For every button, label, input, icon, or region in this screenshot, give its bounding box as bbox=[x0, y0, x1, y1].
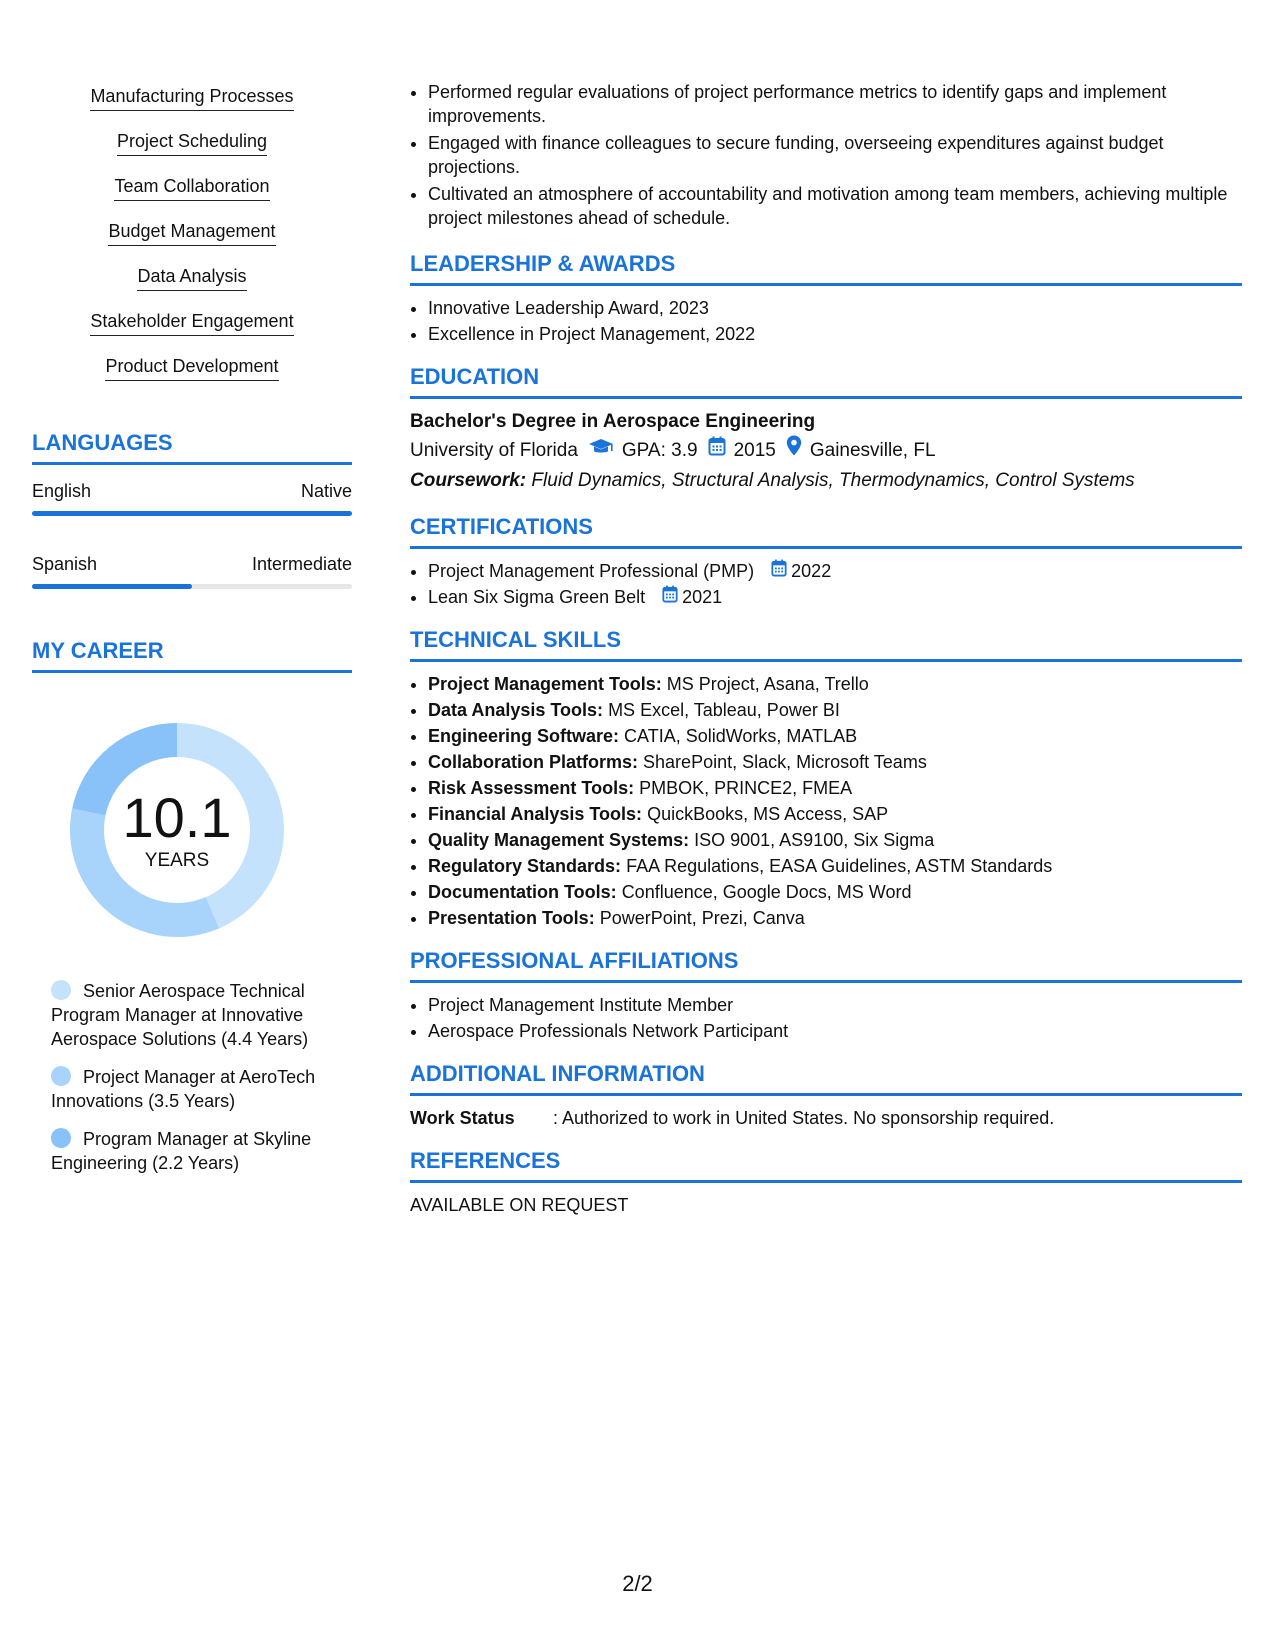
skill-values: SharePoint, Slack, Microsoft Teams bbox=[643, 752, 927, 772]
languages-section bbox=[32, 429, 352, 589]
career-legend-item bbox=[51, 979, 341, 1051]
skill-values: QuickBooks, MS Access, SAP bbox=[647, 804, 889, 824]
language-bar bbox=[32, 511, 352, 516]
page-number: 2/2 bbox=[622, 1571, 653, 1596]
affiliation-item: • Aerospace Professionals Network Participant bbox=[428, 1019, 1242, 1043]
career-legend-label: Project Manager at AeroTech Innovations (3.5 Years) bbox=[51, 1067, 316, 1111]
legend-dot bbox=[51, 980, 71, 1000]
main-content bbox=[410, 80, 1242, 1217]
education-title: EDUCATION bbox=[410, 363, 1242, 399]
additional-info-section bbox=[410, 1060, 1242, 1130]
skill-values: Confluence, Google Docs, MS Word bbox=[621, 882, 912, 902]
skill-label: Data Analysis bbox=[137, 264, 246, 291]
languages-title: LANGUAGES bbox=[32, 429, 352, 465]
skill-category: Presentation Tools: bbox=[428, 908, 595, 928]
certification-item bbox=[428, 585, 1242, 609]
education-year: 2015 bbox=[733, 439, 776, 461]
leadership-title: LEADERSHIP & AWARDS bbox=[410, 250, 1242, 286]
skill-label: Product Development bbox=[105, 354, 278, 381]
skill-values: MS Excel, Tableau, Power BI bbox=[608, 700, 840, 720]
skill-item bbox=[32, 84, 352, 129]
legend-dot bbox=[51, 1066, 71, 1086]
language-level: Native bbox=[300, 481, 352, 501]
language-bar-fill bbox=[32, 584, 192, 589]
skill-category: Engineering Software: bbox=[428, 726, 620, 746]
technical-skill-item bbox=[428, 906, 1242, 930]
coursework-value: Fluid Dynamics, Structural Analysis, Thermodynamics, Control Systems bbox=[531, 470, 1135, 491]
language-item bbox=[32, 479, 352, 516]
leadership-item: • Excellence in Project Management, 2022 bbox=[428, 322, 1242, 346]
certification-name: Project Management Professional (PMP) bbox=[428, 561, 755, 581]
skill-category: Financial Analysis Tools: bbox=[428, 804, 643, 824]
experience-bullets bbox=[410, 80, 1242, 230]
certification-year: 2022 bbox=[791, 561, 832, 581]
references-text: AVAILABLE ON REQUEST bbox=[410, 1195, 629, 1215]
skill-label: Team Collaboration bbox=[114, 174, 269, 201]
career-legend-label: Senior Aerospace Technical Program Manager at Innovative Aerospace Solutions (4.4 Years) bbox=[51, 981, 309, 1049]
technical-skill-item bbox=[428, 802, 1242, 826]
career-legend bbox=[51, 979, 341, 1175]
technical-skill-item bbox=[428, 724, 1242, 748]
affiliation-item: • Project Management Institute Member bbox=[428, 993, 1242, 1017]
sidebar bbox=[32, 84, 352, 1189]
skill-category: Data Analysis Tools: bbox=[428, 700, 604, 720]
education-degree: Bachelor's Degree in Aerospace Engineering bbox=[410, 411, 816, 432]
work-status-value: : Authorized to work in United States. No sponsorship required. bbox=[553, 1108, 1055, 1128]
technical-skill-item bbox=[428, 698, 1242, 722]
language-name: Spanish bbox=[32, 554, 98, 574]
experience-bullet: • Engaged with finance colleagues to secure funding, overseeing expenditures against budget projections. bbox=[428, 131, 1242, 179]
affiliations-title: PROFESSIONAL AFFILIATIONS bbox=[410, 947, 1242, 983]
calendar-icon bbox=[662, 585, 682, 609]
skill-category: Quality Management Systems: bbox=[428, 830, 690, 850]
career-legend-label: Program Manager at Skyline Engineering (2.2 Years) bbox=[51, 1129, 312, 1173]
technical-skill-item bbox=[428, 880, 1242, 904]
leadership-item: • Innovative Leadership Award, 2023 bbox=[428, 296, 1242, 320]
legend-dot bbox=[51, 1128, 71, 1148]
career-title: MY CAREER bbox=[32, 637, 352, 673]
technical-skill-item bbox=[428, 854, 1242, 878]
career-legend-item bbox=[51, 1127, 341, 1175]
skill-item bbox=[32, 264, 352, 309]
language-level: Intermediate bbox=[251, 554, 352, 574]
technical-skill-item bbox=[428, 828, 1242, 852]
skill-values: PowerPoint, Prezi, Canva bbox=[599, 908, 805, 928]
certification-year: 2021 bbox=[682, 587, 723, 607]
skill-category: Risk Assessment Tools: bbox=[428, 778, 635, 798]
career-donut-chart bbox=[62, 715, 292, 945]
skill-category: Documentation Tools: bbox=[428, 882, 617, 902]
skill-label: Project Scheduling bbox=[117, 129, 267, 156]
language-item bbox=[32, 552, 352, 589]
calendar-icon bbox=[771, 559, 791, 583]
technical-skill-item bbox=[428, 750, 1242, 774]
additional-info-title: ADDITIONAL INFORMATION bbox=[410, 1060, 1242, 1096]
skill-values: ISO 9001, AS9100, Six Sigma bbox=[694, 830, 935, 850]
references-section bbox=[410, 1147, 1242, 1217]
technical-skills-title: TECHNICAL SKILLS bbox=[410, 626, 1242, 662]
experience-bullet: • Performed regular evaluations of project performance metrics to identify gaps and implement improvements. bbox=[428, 80, 1242, 128]
education-school: University of Florida bbox=[410, 439, 578, 461]
affiliations-section bbox=[410, 947, 1242, 1043]
skills-list bbox=[32, 84, 352, 399]
skill-values: MS Project, Asana, Trello bbox=[666, 674, 869, 694]
language-bar-fill bbox=[32, 511, 352, 516]
coursework-label: Coursework: bbox=[410, 470, 527, 491]
skill-category: Project Management Tools: bbox=[428, 674, 662, 694]
skill-label: Stakeholder Engagement bbox=[90, 309, 293, 336]
education-section bbox=[410, 363, 1242, 496]
education-gpa: GPA: 3.9 bbox=[621, 439, 698, 461]
skill-category: Regulatory Standards: bbox=[428, 856, 622, 876]
skill-label: Budget Management bbox=[108, 219, 275, 246]
career-total-years: 10.1 bbox=[122, 786, 232, 849]
career-legend-item bbox=[51, 1065, 341, 1113]
language-bar bbox=[32, 584, 352, 589]
references-title: REFERENCES bbox=[410, 1147, 1242, 1183]
skill-category: Collaboration Platforms: bbox=[428, 752, 639, 772]
certification-name: Lean Six Sigma Green Belt bbox=[428, 587, 646, 607]
skill-item bbox=[32, 354, 352, 399]
skill-item bbox=[32, 174, 352, 219]
career-section bbox=[32, 637, 352, 1175]
certification-item bbox=[428, 559, 1242, 583]
work-status-label: Work Status bbox=[410, 1108, 515, 1128]
technical-skill-item bbox=[428, 672, 1242, 696]
education-location: Gainesville, FL bbox=[809, 439, 936, 461]
certifications-title: CERTIFICATIONS bbox=[410, 513, 1242, 549]
technical-skills-section bbox=[410, 626, 1242, 930]
calendar-icon bbox=[708, 436, 726, 466]
certifications-section bbox=[410, 513, 1242, 609]
leadership-section bbox=[410, 250, 1242, 346]
skill-label: Manufacturing Processes bbox=[90, 84, 293, 111]
experience-bullet: • Cultivated an atmosphere of accountability and motivation among team members, achieving multiple project milestones ahead of schedule. bbox=[428, 182, 1242, 230]
career-total-unit: YEARS bbox=[144, 850, 210, 871]
language-name: English bbox=[32, 481, 92, 501]
skill-values: FAA Regulations, EASA Guidelines, ASTM Standards bbox=[626, 856, 1053, 876]
skill-item bbox=[32, 309, 352, 354]
skill-values: PMBOK, PRINCE2, FMEA bbox=[639, 778, 853, 798]
location-pin-icon bbox=[786, 435, 802, 466]
skill-item bbox=[32, 129, 352, 174]
skill-values: CATIA, SolidWorks, MATLAB bbox=[624, 726, 858, 746]
skill-item bbox=[32, 219, 352, 264]
graduation-cap-icon bbox=[588, 436, 614, 466]
technical-skill-item bbox=[428, 776, 1242, 800]
